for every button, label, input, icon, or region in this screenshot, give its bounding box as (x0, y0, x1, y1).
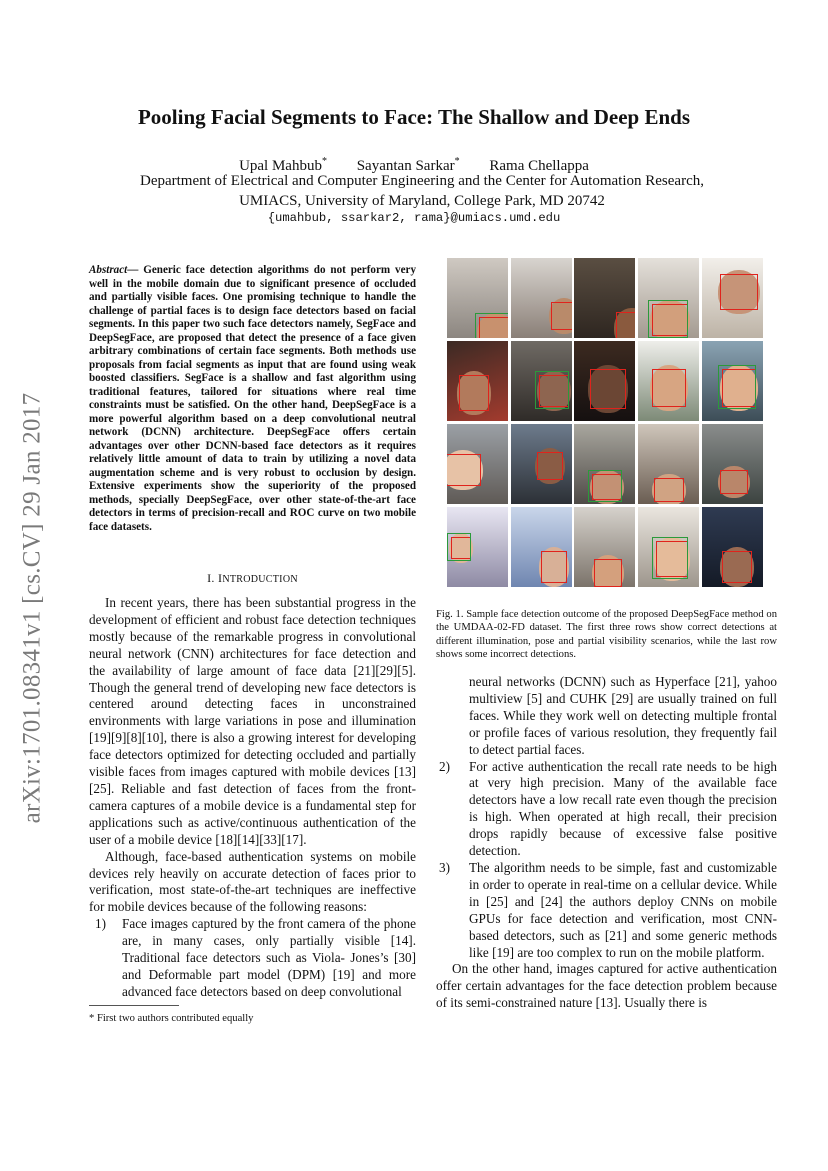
detection-thumbnail (447, 507, 508, 587)
author: Rama Chellappa (489, 158, 589, 174)
detection-box (594, 559, 622, 587)
detection-box (447, 454, 481, 486)
detection-box (541, 551, 567, 583)
detection-thumbnail (574, 507, 635, 587)
detection-box (590, 369, 626, 409)
author-emails: {umahbub, ssarkar2, rama}@umiacs.umd.edu (267, 211, 561, 225)
detection-thumbnail (702, 424, 763, 504)
reasons-list (89, 916, 416, 1001)
list-item: 1) Face images captured by the front camera of the phone are, in many cases, only partially visible [14]. Traditional face detectors such as Viola- Jones’s [30] and Deformable part model (DPM) [19] and more advanced face detectors based on deep convolutional (95, 916, 416, 999)
detection-box (652, 369, 686, 407)
affiliation-line: UMIACS, University of Maryland, College Park, MD 20742 (239, 193, 605, 209)
detection-thumbnail (447, 424, 508, 504)
ground-truth-box (648, 300, 688, 338)
detection-thumbnail (702, 507, 763, 587)
detection-box (720, 470, 748, 494)
footnote-divider (89, 1005, 179, 1006)
detection-thumbnail (638, 341, 699, 421)
arxiv-id-text: arXiv:1701.08341v1 [cs.CV] 29 Jan 2017 (18, 392, 46, 823)
paragraph: In recent years, there has been substantial progress in the development of efficient and robust face detection techniques mostly because of the remarkable progress in convolutional neural network (CNN) architectures for face detection and the availability of large amount of face data [21][29][5]. Though the general trend of developing new face detectors is centered around detecting faces in unconstrained environments with large variations in pose and illumination [19][9][8][10], there is also a growing interest for developing face detectors optimized for detecting occluded and partially visible faces from images captured with mobile devices [13][25]. Reliable and fast detection of faces from the front-camera captures of a mobile device is a fundamental step for applications such as active/continuous authentication of the user of a mobile device [18][14][33][17]. (89, 595, 416, 847)
list-item: 2) For active authentication the recall rate needs to be high at very high precision. Many of the available face detectors have a low recall rate even though the precision is high. When operated at high recall, their precision drops rapidly because of excessive false positive detection. (439, 758, 777, 859)
detection-thumbnail (638, 424, 699, 504)
left-column-body (89, 595, 416, 1001)
detection-box (722, 551, 752, 583)
author: Upal Mahbub* (239, 156, 327, 174)
abstract-text: Generic face detection algorithms do not perform very well in the mobile domain due to significant presence of occluded and partially visible faces. One promising technique to handle the challenge of partial faces is to design face detectors based on facial segments. In this paper two such face detectors namely, SegFace and DeepSegFace, are proposed that detect the presence of a face given arbitrary combinations of certain face segments. Both methods use proposals from facial segments as input that are found using weak boosted classifiers. SegFace is a shallow and fast algorithm using traditional features, tailored for situations where real time constraints must be satisfied. On the other hand, DeepSegFace is a more powerful algorithm based on a deep convolutional neutral network (DCNN) architecture. DeepSegFace offers certain advantages over other DCNN-based face detectors as it requires relatively little amount of data to train by utilizing a novel data augmentation scheme and is very robust to occlusion by design. Extensive experiments show the superiority of the proposed methods, specially DeepSegFace, over other state-of-the-art face detectors in terms of precision-recall and ROC curve on two mobile face datasets. (89, 264, 416, 533)
list-item: neural networks (DCNN) such as Hyperface [21], yahoo multiview [5] and CUHK [29] are usually trained on full faces. While they work well on detecting multiple frontal or profile faces of various resolution, they frequently fail to detect partial faces. (469, 674, 777, 757)
ground-truth-box (447, 533, 471, 561)
detection-thumbnail (702, 341, 763, 421)
abstract-label: Abstract (89, 264, 128, 276)
detection-thumbnail (447, 258, 508, 338)
paragraph: On the other hand, images captured for active authentication offer certain advantages for the face detection problem because of its semi-constrained nature [13]. Usually there is (436, 961, 777, 1011)
detection-thumbnail (574, 424, 635, 504)
detection-thumbnail (447, 341, 508, 421)
detection-thumbnail (511, 341, 572, 421)
footnote: * First two authors contributed equally (89, 1013, 254, 1024)
paper-title: Pooling Facial Segments to Face: The Shallow and Deep Ends (137, 105, 691, 129)
detection-thumbnail (638, 507, 699, 587)
detection-thumbnail (511, 258, 572, 338)
figure-sample-detections (447, 258, 763, 590)
detection-thumbnail (638, 258, 699, 338)
section-heading-introduction: I. INTRODUCTION (207, 571, 298, 585)
detection-image-grid (447, 258, 763, 587)
reasons-list-continued (436, 674, 777, 961)
detection-box (537, 452, 563, 480)
affiliation (0, 171, 828, 211)
detection-box (551, 302, 572, 330)
author: Sayantan Sarkar* (356, 156, 460, 174)
ground-truth-box (718, 365, 756, 409)
detection-box (720, 274, 758, 310)
abstract: Abstract— Generic face detection algorithms do not perform very well in the mobile domain due to significant presence of occluded and partially visible faces. One promising technique to handle the challenge of partial faces is to design face detectors based on facial segments. In this paper two such face detectors namely, SegFace and DeepSegFace, are proposed that detect the presence of a face given arbitrary combinations of certain face segments. Both methods use proposals from facial segments as input that are found using weak boosted classifiers. SegFace is a shallow and fast algorithm using traditional features, tailored for situations where real time constraints must be satisfied. On the other hand, DeepSegFace is a more powerful algorithm based on a deep convolutional neutral network (DCNN) architecture. DeepSegFace offers certain advantages over other DCNN-based face detectors as it requires relatively little amount of data to train by utilizing a novel data augmentation scheme and is very robust to occlusion by design. Extensive experiments show the superiority of the proposed methods, specially DeepSegFace, over other state-of-the-art face detectors in terms of precision-recall and ROC curve on two mobile face datasets. (89, 264, 416, 533)
ground-truth-box (588, 470, 622, 502)
ground-truth-box (475, 313, 508, 338)
detection-box (654, 478, 684, 502)
detection-thumbnail (574, 258, 635, 338)
affiliation-line: Department of Electrical and Computer Engineering and the Center for Automation Research, (140, 173, 704, 189)
detection-thumbnail (702, 258, 763, 338)
detection-thumbnail (511, 507, 572, 587)
detection-thumbnail (511, 424, 572, 504)
arxiv-margin-stamp (2, 365, 62, 850)
detection-box (459, 375, 489, 411)
paragraph: Although, face-based authentication systems on mobile devices rely heavily on accurate detection of faces prior to verification, most state-of-the-art techniques are ineffective for mobile devices because of the following reasons: (89, 848, 416, 915)
figure-caption: Fig. 1. Sample face detection outcome of the proposed DeepSegFace method on the UMDAA-02-FD dataset. The first three rows show correct detections at different illumination, pose and partial visibility scenarios, while the last row shows some incorrect detections. (436, 609, 777, 660)
ground-truth-box (652, 537, 688, 579)
ground-truth-box (535, 371, 569, 409)
detection-box (616, 312, 635, 338)
list-item: 3) The algorithm needs to be simple, fast and customizable in order to operate in real-time on a cellular device. While in [25] and [24] the authors deploy CNNs on mobile GPUs for face detection and verification, most CNN-based detectors, such as [21] and some generic methods like [19] are too complex to run on the mobile platform. (439, 859, 777, 960)
detection-thumbnail (574, 341, 635, 421)
right-column-body (436, 674, 777, 1012)
